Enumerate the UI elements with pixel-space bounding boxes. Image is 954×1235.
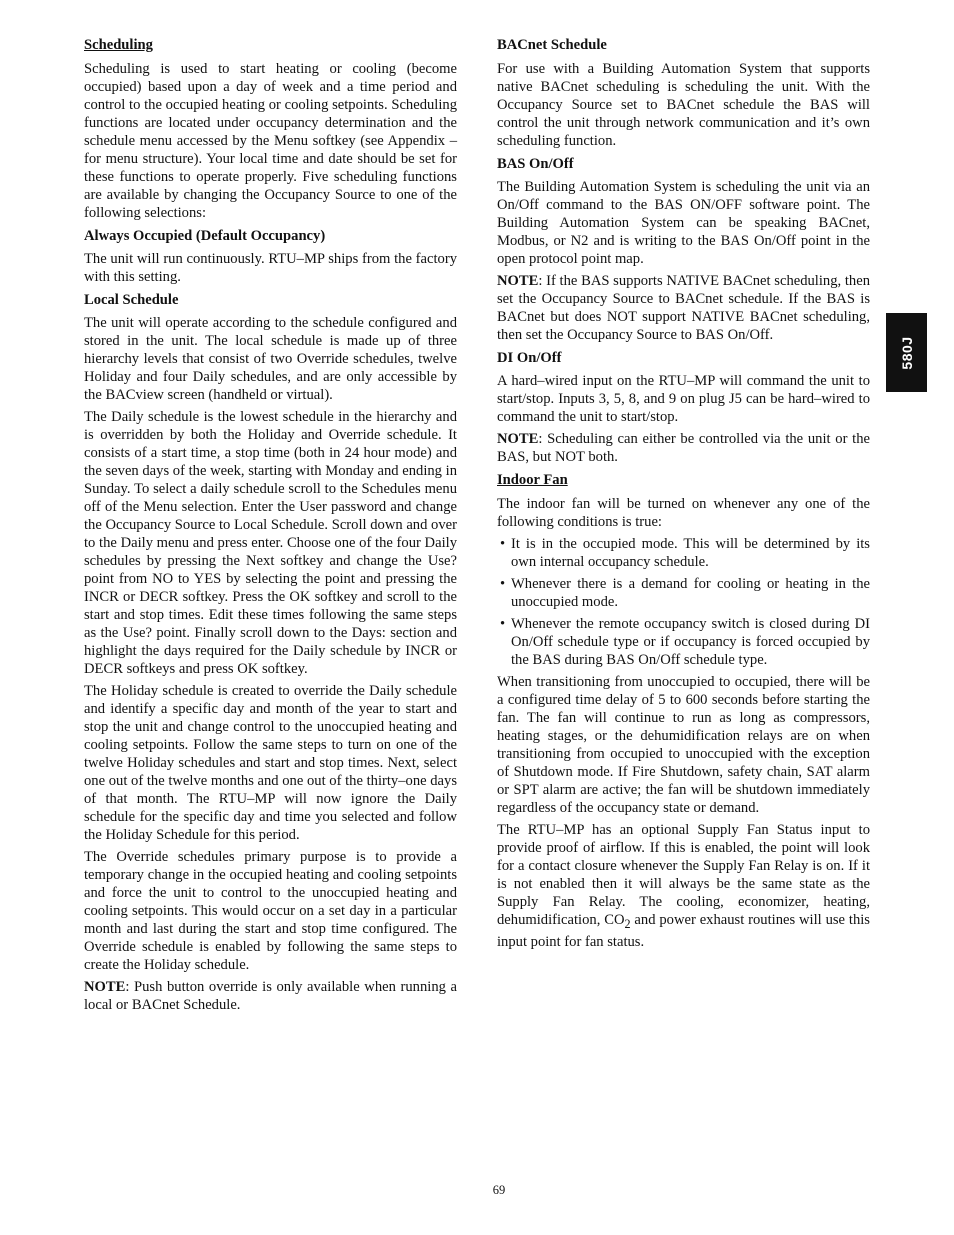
section-heading-scheduling: Scheduling [84,37,153,53]
note-text: : Push button override is only available when running a local or BACnet Schedule. [84,979,457,1013]
always-occupied-text: The unit will run continuously. RTU–MP ships from the factory with this setting. [84,251,457,285]
subheading-local-schedule: Local Schedule [84,292,179,308]
note-label: NOTE [84,979,126,995]
right-column [497,36,870,951]
bas-onoff-text: The Building Automation System is scheduling the unit via an On/Off command to the BAS ON/OFF software point. The Building Automation System can be speaking BACnet, Modbus, or N2 and is writing to the BAS On/Off point in the open protocol point map. [497,179,870,267]
note-text: : If the BAS supports NATIVE BACnet scheduling, then set the Occupancy Source to BACnet schedule. If the BAS is BACnet but does NOT support NATIVE BACnet scheduling, then set the Occupancy Source to BAS On/Off. [497,273,870,343]
note-text: : Scheduling can either be controlled via the unit or the BAS, but NOT both. [497,431,870,465]
bas-native-note [497,272,870,344]
supply-fan-status-paragraph [497,821,870,951]
subheading-bas-onoff: BAS On/Off [497,156,574,172]
co2-subscript: 2 [624,916,631,931]
model-side-tab [886,313,927,392]
subheading-always-occupied: Always Occupied (Default Occupancy) [84,228,326,244]
subheading-bacnet-schedule: BACnet Schedule [497,37,607,53]
local-schedule-paragraph-4: The Override schedules primary purpose is to provide a temporary change in the occupied heating and cooling setpoints and force the unit to control to the unoccupied heating and cooling setpoints. This would occur on a set day in a particular month and last during the start and stop time configured. The Override schedule is enabled by following the same steps to create the Holiday schedule. [84,849,457,973]
list-item: • Whenever the remote occupancy switch is closed during DI On/Off schedule type or if occupancy is forced occupied by the BAS during BAS On/Off schedule type. [497,615,870,669]
subheading-di-onoff: DI On/Off [497,350,562,366]
local-schedule-paragraph-1: The unit will operate according to the schedule configured and stored in the unit. The local schedule is made up of three hierarchy levels that consist of two Override schedules, twelve Holiday and four Daily schedules, and are only accessible by the BACview screen (handheld or virtual). [84,315,457,403]
side-tab-label: 580J [898,335,915,370]
indoor-fan-transition-paragraph: When transitioning from unoccupied to occupied, there will be a configured time delay of 5 to 600 seconds before starting the fan. The fan will continue to run as long as compressors, heating stages, or the dehumidification relays are on when transitioning from occupied to unoccupied with the exception of Shutdown mode. If Fire Shutdown, safety chain, SAT alarm or SPT alarm are active; the fan will be shutdown immediately regardless of the occupancy state or demand. [497,674,870,816]
push-button-note [84,978,457,1014]
left-column [84,36,457,1014]
note-label: NOTE [497,431,539,447]
scheduling-intro: Scheduling is used to start heating or cooling (become occupied) based upon a day of week and a time period and control to the occupied heating or cooling setpoints. Scheduling functions are located under occupancy determination and the schedule menu accessed by the Menu softkey (see Appendix – for menu structure). Your local time and date should be set for these functions to operate properly. Five scheduling functions are available by changing the Occupancy Source to one of the following selections: [84,61,457,221]
indoor-fan-intro: The indoor fan will be turned on whenever any one of the following conditions is true: [497,496,870,530]
section-heading-indoor-fan: Indoor Fan [497,472,568,488]
indoor-fan-conditions-list [497,535,870,669]
supply-fan-text-part-1: The RTU–MP has an optional Supply Fan Status input to provide proof of airflow. If this is enabled, the point will look for a contact closure whenever the Supply Fan Relay is on. If it is not enabled then it will always be the same state as the Supply Fan Relay. The cooling, economizer, heating, dehumidification, CO [497,822,870,928]
local-schedule-paragraph-3: The Holiday schedule is created to override the Daily schedule and identify a specific day and month of the year to start and stop the unit and change control to the unoccupied heating and cooling setpoints. Follow the same steps to turn on one of the twelve Holiday schedules and start and stop times. Next, select one out of the twelve months and one out of the thirty–one days of that month. The RTU–MP will now ignore the Daily schedule for the specific day and time you selected and follow the Holiday Schedule for this period. [84,683,457,843]
local-schedule-paragraph-2: The Daily schedule is the lowest schedule in the hierarchy and is overridden by both the Holiday and Override schedule. It consists of a start time, a stop time (both in 24 hour mode) and the seven days of the week, starting with Monday and ending in Sunday. To select a daily schedule scroll to the Schedules menu off of the Menu selection. Enter the User password and change the Occupancy Source to Local Schedule. Scroll down and over to the Daily menu and press enter. Choose one of the four Daily schedules by pressing the Next softkey and change the Use? point from NO to YES by selecting the point and pressing the INCR or DECR softkey. Press the OK softkey and scroll to the start and stop times. Edit these times following the same steps as the Use? point. Finally scroll down to the Days: section and highlight the days required for the Daily schedule by INCR or DECR softkeys and press OK softkey. [84,409,457,677]
supply-fan-text-part-2: and power exhaust routines will use this input point for fan status. [497,912,870,950]
di-onoff-text: A hard–wired input on the RTU–MP will command the unit to start/stop. Inputs 3, 5, 8, and 9 on plug J5 can be hard–wired to command the unit to start/stop. [497,373,870,425]
page-number: 69 [492,1183,506,1197]
list-item: • It is in the occupied mode. This will be determined by its own internal occupancy schedule. [497,535,870,571]
list-item: • Whenever there is a demand for cooling or heating in the unoccupied mode. [497,575,870,611]
bacnet-schedule-text: For use with a Building Automation System that supports native BACnet scheduling is scheduling the unit. With the Occupancy Source set to BACnet schedule the BAS will control the unit through network communication and it’s own scheduling function. [497,61,870,149]
scheduling-control-note [497,430,870,466]
note-label: NOTE [497,273,539,289]
